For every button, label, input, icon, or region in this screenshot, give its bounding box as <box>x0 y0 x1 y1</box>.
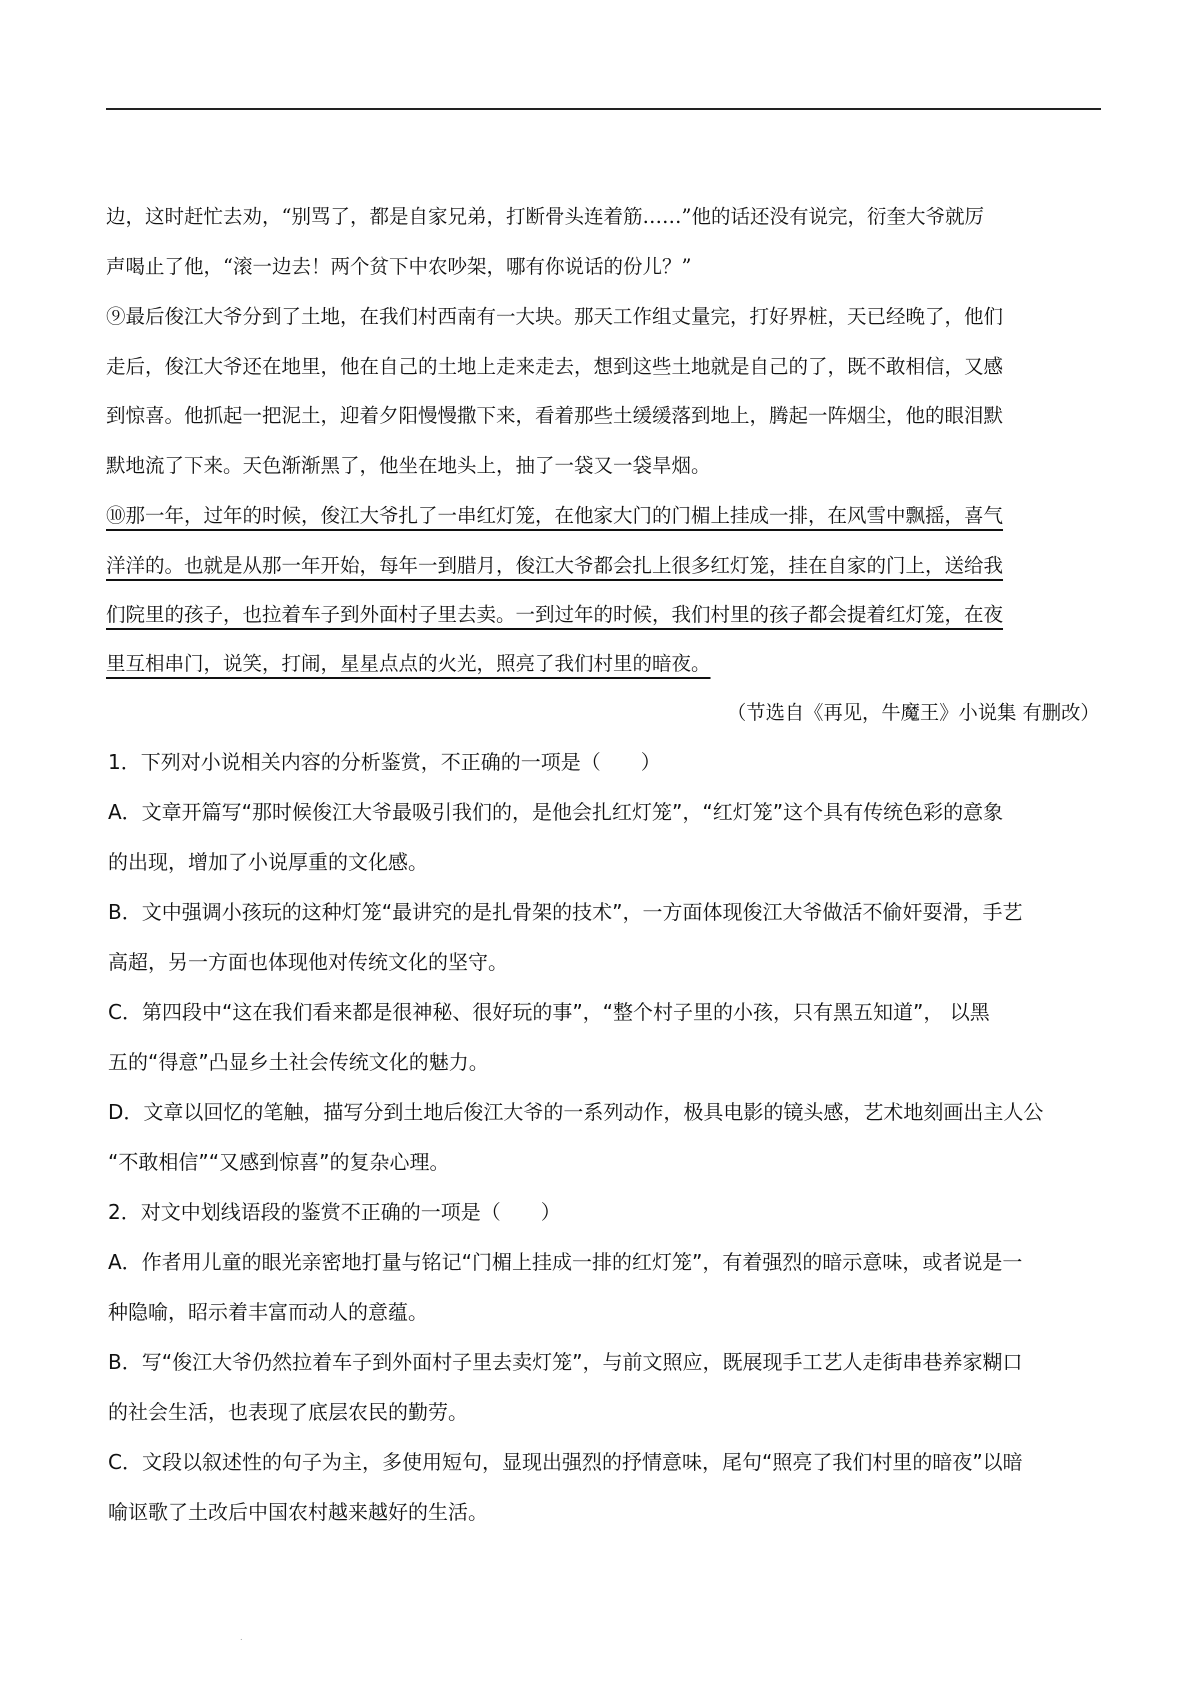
header-rule <box>106 108 1101 110</box>
underlined-paragraph-10-line-4: 里互相串门，说笑，打闹，星星点点的火光，照亮了我们村里的暗夜。 <box>106 652 711 675</box>
question-2-option-b-line-1: B．写“俊江大爷仍然拉着车子到外面村子里去卖灯笼”，与前文照应，既展现手工艺人走街串巷养家糊口 <box>108 1350 1023 1374</box>
question-2-option-c-line-2: 喻讴歌了土改后中国农村越来越好的生活。 <box>108 1500 488 1524</box>
passage-paragraph-9-line-4: 默地流了下来。天色渐渐黑了，他坐在地头上，抽了一袋又一袋旱烟。 <box>106 454 711 477</box>
passage-paragraph-9-line-3: 到惊喜。他抓起一把泥土，迎着夕阳慢慢撒下来，看着那些土缓缓落到地上，腾起一阵烟尘，他的眼泪默 <box>106 404 1004 427</box>
passage-line-1: 边，这时赶忙去劝，“别骂了，都是自家兄弟，打断骨头连着筋……”他的话还没有说完，衍奎大爷就厉 <box>106 205 984 228</box>
question-1-option-d-line-2: “不敢相信”“又感到惊喜”的复杂心理。 <box>108 1150 450 1174</box>
question-1-option-a-line-1: A．文章开篇写“那时候俊江大爷最吸引我们的，是他会扎红灯笼”，“红灯笼”这个具有传统色彩的意象 <box>108 800 1004 824</box>
question-2-option-c-line-1: C．文段以叙述性的句子为主，多使用短句，显现出强烈的抒情意味，尾句“照亮了我们村里的暗夜”以暗 <box>108 1450 1023 1474</box>
question-2-stem: 2．对文中划线语段的鉴赏不正确的一项是（ ） <box>108 1200 561 1224</box>
question-2-option-b-line-2: 的社会生活，也表现了底层农民的勤劳。 <box>108 1400 468 1424</box>
underlined-paragraph-10-line-3: 们院里的孩子，也拉着车子到外面村子里去卖。一到过年的时候，我们村里的孩子都会提着红灯笼，在夜 <box>106 603 1004 626</box>
question-1-option-a-line-2: 的出现，增加了小说厚重的文化感。 <box>108 850 428 874</box>
passage-line-2: 声喝止了他，“滚一边去！两个贫下中农吵架，哪有你说话的份儿？” <box>106 255 692 278</box>
question-2-option-a-line-1: A．作者用儿童的眼光亲密地打量与铭记“门楣上挂成一排的红灯笼”，有着强烈的暗示意味，或者说是一 <box>108 1250 1023 1274</box>
question-1-option-b-line-2: 高超，另一方面也体现他对传统文化的坚守。 <box>108 950 508 974</box>
question-1-option-c-line-2: 五的“得意”凸显乡土社会传统文化的魅力。 <box>108 1050 489 1074</box>
question-1-option-d-line-1: D．文章以回忆的笔触，描写分到土地后俊江大爷的一系列动作，极具电影的镜头感，艺术地刻画出主人公 <box>108 1100 1044 1124</box>
underlined-paragraph-10-line-2: 洋洋的。也就是从那一年开始，每年一到腊月，俊江大爷都会扎上很多红灯笼，挂在自家的门上，送给我 <box>106 554 1004 577</box>
question-1-option-b-line-1: B．文中强调小孩玩的这种灯笼“最讲究的是扎骨架的技术”，一方面体现俊江大爷做活不偷奸耍滑，手艺 <box>108 900 1023 924</box>
question-1-stem: 1．下列对小说相关内容的分析鉴赏，不正确的一项是（ ） <box>108 750 661 774</box>
passage-paragraph-9-line-2: 走后，俊江大爷还在地里，他在自己的土地上走来走去，想到这些土地就是自己的了，既不敢相信，又感 <box>106 355 1004 378</box>
stray-mark: . <box>240 1633 243 1642</box>
question-1-option-c-line-1: C．第四段中“这在我们看来都是很神秘、很好玩的事”，“整个村子里的小孩，只有黑五知道”， 以黑 <box>108 1000 990 1024</box>
passage-paragraph-9-line-1: ⑨最后俊江大爷分到了土地，在我们村西南有一大块。那天工作组丈量完，打好界桩，天已经晚了，他们 <box>106 305 1004 328</box>
underlined-paragraph-10-line-1: ⑩那一年，过年的时候，俊江大爷扎了一串红灯笼，在他家大门的门楣上挂成一排，在风雪中飘摇，喜气 <box>106 504 1004 527</box>
source-note: （节选自《再见，牛魔王》小说集 有删改） <box>727 701 1101 724</box>
question-2-option-a-line-2: 种隐喻，昭示着丰富而动人的意蕴。 <box>108 1300 428 1324</box>
